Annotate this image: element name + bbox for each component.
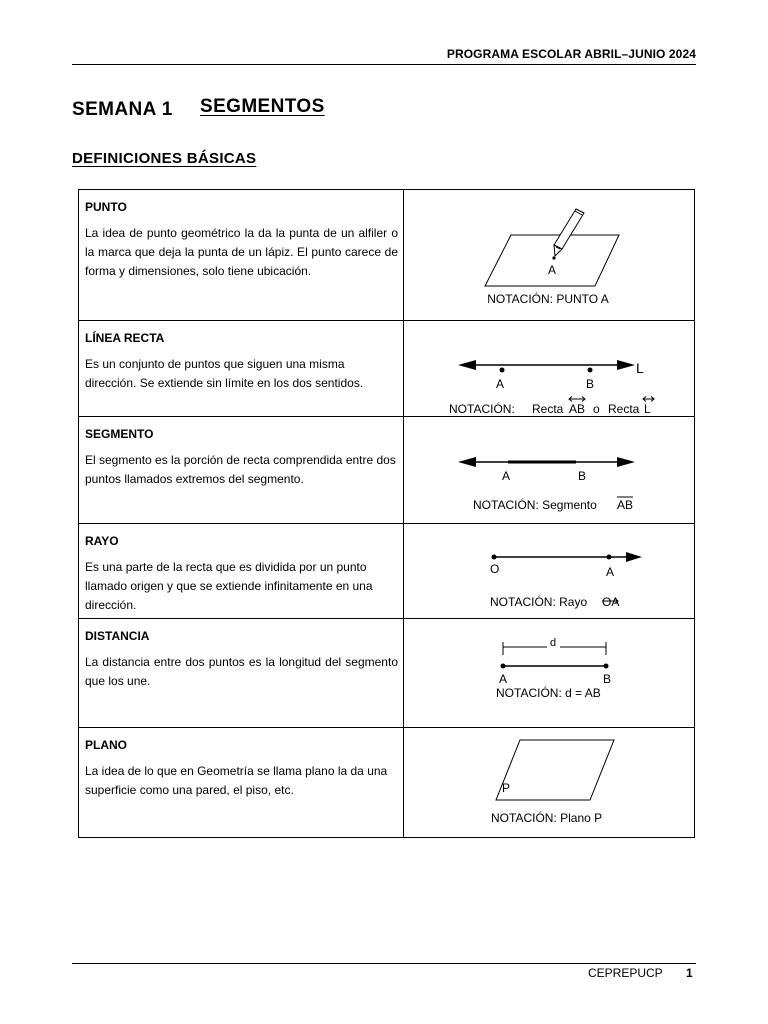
- desc-segmento: El segmento es la porción de recta comprendida entre dos puntos llamados extremos del segmento.: [85, 453, 396, 486]
- point-a-dot: [552, 256, 555, 259]
- row-linea-recta: [79, 321, 695, 417]
- arrow-left-icon: [458, 360, 476, 370]
- ray-label-o: O: [490, 562, 500, 576]
- desc-distancia: La distancia entre dos puntos es la longitud del segmento que los une.: [85, 655, 398, 688]
- plano-figure: [404, 728, 706, 837]
- segment-label-a: A: [502, 469, 511, 483]
- definitions-table: [78, 189, 695, 838]
- segmento-text-cell: [79, 417, 404, 524]
- term-segmento: SEGMENTO: [85, 427, 154, 441]
- linea-notation-o: o: [593, 402, 600, 416]
- page-number: 1: [686, 966, 693, 980]
- row-plano: [79, 728, 695, 838]
- linea-figure: [404, 321, 706, 416]
- distancia-notation: NOTACIÓN: d = AB: [496, 686, 601, 700]
- topic-title: SEGMENTOS: [200, 96, 325, 117]
- line-label-l: L: [636, 360, 644, 376]
- rayo-figure-cell: [404, 524, 695, 619]
- punto-plane-shape: [485, 235, 619, 286]
- plano-figure-cell: [404, 728, 695, 838]
- segmento-figure: [404, 417, 706, 523]
- distance-point-b: [604, 664, 609, 669]
- line-label-b: B: [586, 377, 595, 391]
- term-linea-recta: LÍNEA RECTA: [85, 331, 165, 345]
- desc-rayo: Es una parte de la recta que es dividida por un punto llamado origen y que se extiende infinitamente en una dirección.: [85, 560, 373, 612]
- linea-notation-ab: AB: [569, 402, 586, 416]
- linea-text-cell: [79, 321, 404, 417]
- segmento-notation-prefix: NOTACIÓN: Segmento: [473, 498, 597, 512]
- point-a-label: A: [548, 263, 557, 277]
- linea-notation-recta2: Recta: [608, 402, 640, 416]
- segmento-figure-cell: [404, 417, 695, 524]
- term-distancia: DISTANCIA: [85, 629, 150, 643]
- term-rayo: RAYO: [85, 534, 119, 548]
- arrow-right-icon: [617, 360, 635, 370]
- row-segmento: [79, 417, 695, 524]
- desc-plano: La idea de lo que en Geometría se llama plano la da una superficie como una pared, el piso, etc.: [85, 764, 388, 797]
- plane-shape: [496, 740, 614, 800]
- plane-label-p: P: [502, 781, 511, 795]
- line-point-a: [500, 368, 505, 373]
- rayo-figure: [404, 524, 706, 618]
- arrow-left-icon: [458, 457, 476, 467]
- distance-point-a: [501, 664, 506, 669]
- punto-figure: [404, 190, 706, 320]
- rayo-notation-oa: OA: [602, 595, 620, 609]
- arrow-right-icon: [617, 457, 635, 467]
- linea-figure-cell: [404, 321, 695, 417]
- header-rule: [72, 64, 696, 65]
- punto-figure-cell: [404, 190, 695, 321]
- linea-notation-prefix: NOTACIÓN:: [449, 402, 515, 416]
- distancia-figure-cell: [404, 619, 695, 728]
- arrow-right-icon: [626, 552, 642, 562]
- distance-label-a: A: [499, 672, 508, 686]
- punto-notation: NOTACIÓN: PUNTO A: [487, 292, 609, 306]
- segment-label-b: B: [578, 469, 587, 483]
- desc-punto: La idea de punto geométrico la da la punta de un alfiler o la marca que deja la punta de un lápiz. El punto carece de forma y dimensiones, solo tiene ubicación.: [85, 226, 398, 278]
- ray-origin-point: [492, 555, 497, 560]
- week-title: SEMANA 1: [72, 99, 173, 120]
- distancia-figure: [404, 619, 706, 727]
- double-arrow-l-icon: [643, 397, 654, 402]
- row-distancia: [79, 619, 695, 728]
- double-arrow-ab-icon: [569, 397, 585, 402]
- section-title: DEFINICIONES BÁSICAS: [72, 150, 257, 167]
- footer-rule: [72, 963, 696, 964]
- segmento-notation-ab: AB: [617, 498, 634, 512]
- line-label-a: A: [496, 377, 505, 391]
- footer-org: CEPREPUCP: [588, 966, 663, 980]
- row-rayo: [79, 524, 695, 619]
- distance-label-d: d: [550, 637, 557, 649]
- desc-linea-recta: Es un conjunto de puntos que siguen una misma dirección. Se extiende sin límite en los dos sentidos.: [85, 357, 364, 390]
- distance-label-b: B: [603, 672, 612, 686]
- program-header: PROGRAMA ESCOLAR ABRIL–JUNIO 2024: [446, 47, 696, 61]
- punto-text-cell: [79, 190, 404, 321]
- linea-notation-recta: Recta: [532, 402, 564, 416]
- linea-notation-l: L: [644, 402, 651, 416]
- row-punto: [79, 190, 695, 321]
- plano-text-cell: [79, 728, 404, 838]
- plano-notation: NOTACIÓN: Plano P: [491, 811, 603, 825]
- pencil-icon: [554, 209, 584, 256]
- ray-point-a: [607, 555, 612, 560]
- rayo-notation-prefix: NOTACIÓN: Rayo: [490, 595, 588, 609]
- distancia-text-cell: [79, 619, 404, 728]
- term-plano: PLANO: [85, 738, 127, 752]
- ray-label-a: A: [606, 565, 615, 579]
- rayo-text-cell: [79, 524, 404, 619]
- term-punto: PUNTO: [85, 200, 127, 214]
- line-point-b: [588, 368, 593, 373]
